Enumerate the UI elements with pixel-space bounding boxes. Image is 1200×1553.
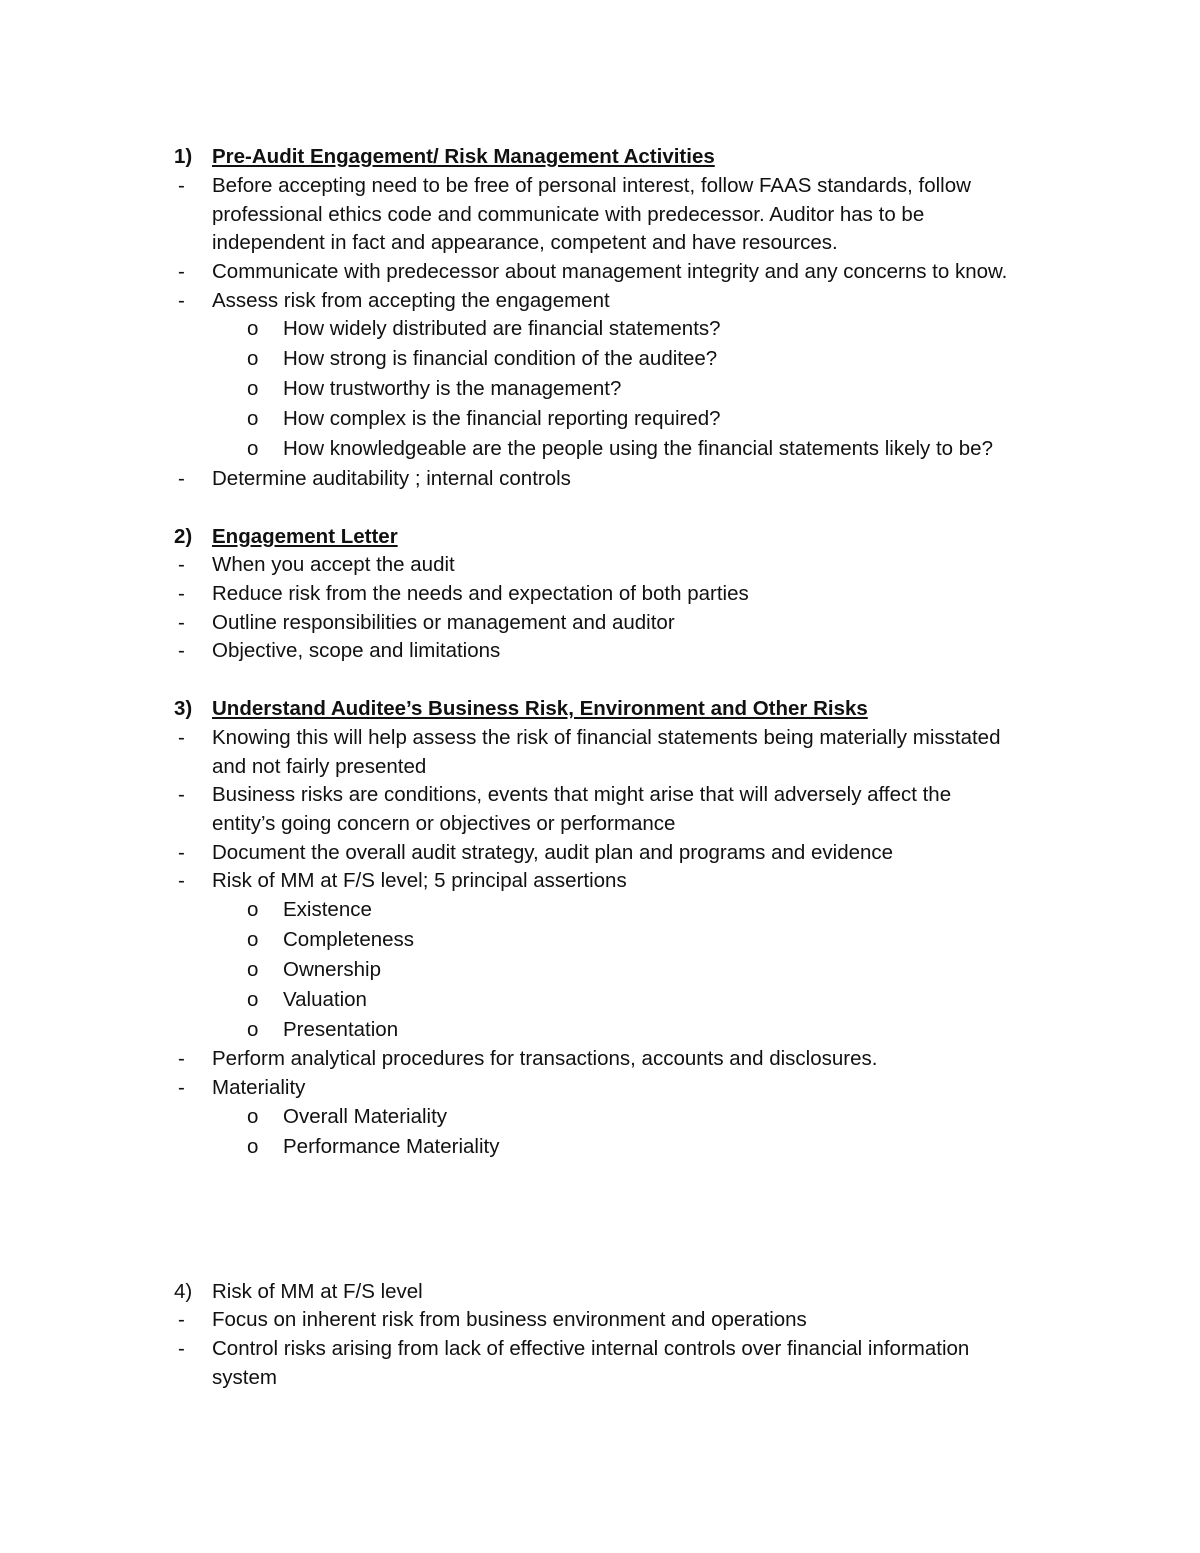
sub-item-text: How knowledgeable are the people using the financial statements likely to be?: [283, 437, 993, 460]
list-item-text: Assess risk from accepting the engagement: [212, 289, 610, 312]
dash-marker: -: [178, 553, 185, 576]
sub-item-text: How strong is financial condition of the auditee?: [283, 347, 718, 370]
sub-item-text: Overall Materiality: [283, 1105, 448, 1128]
list-item-text: Materiality: [212, 1076, 306, 1099]
dash-marker: -: [178, 841, 185, 864]
sub-item-text: Completeness: [283, 928, 415, 951]
dash-marker: -: [178, 467, 185, 490]
dash-marker: -: [178, 783, 185, 806]
list-item-text: entity’s going concern or objectives or performance: [212, 812, 676, 835]
sub-item-text: Presentation: [283, 1018, 399, 1041]
section-title: Understand Auditee’s Business Risk, Environment and Other Risks: [212, 697, 868, 720]
list-item-text: independent in fact and appearance, competent and have resources.: [212, 231, 838, 254]
section-number: 1): [174, 145, 193, 168]
list-item-text: Risk of MM at F/S level; 5 principal assertions: [212, 869, 627, 892]
circle-bullet-icon: o: [247, 317, 259, 340]
list-item-text: Document the overall audit strategy, audit plan and programs and evidence: [212, 841, 894, 864]
dash-marker: -: [178, 289, 185, 312]
list-item-text: system: [212, 1366, 277, 1389]
section-number: 3): [174, 697, 193, 720]
list-item-text: Objective, scope and limitations: [212, 639, 501, 662]
section-title: Engagement Letter: [212, 525, 398, 548]
circle-bullet-icon: o: [247, 1135, 259, 1158]
circle-bullet-icon: o: [247, 347, 259, 370]
section-number: 4): [174, 1280, 193, 1303]
circle-bullet-icon: o: [247, 1105, 259, 1128]
list-item-text: Communicate with predecessor about management integrity and any concerns to know.: [212, 260, 1008, 283]
list-item-text: Perform analytical procedures for transactions, accounts and disclosures.: [212, 1047, 878, 1070]
dash-marker: -: [178, 260, 185, 283]
section-title: Risk of MM at F/S level: [212, 1280, 423, 1303]
circle-bullet-icon: o: [247, 437, 259, 460]
list-item-text: Control risks arising from lack of effective internal controls over financial information: [212, 1337, 970, 1360]
list-item-text: Outline responsibilities or management and auditor: [212, 611, 675, 634]
sub-item-text: Ownership: [283, 958, 381, 981]
dash-marker: -: [178, 1308, 185, 1331]
list-item-text: professional ethics code and communicate with predecessor. Auditor has to be: [212, 203, 925, 226]
dash-marker: -: [178, 582, 185, 605]
dash-marker: -: [178, 726, 185, 749]
sub-item-text: Existence: [283, 898, 372, 921]
section-title: Pre-Audit Engagement/ Risk Management Activities: [212, 145, 715, 168]
section-number: 2): [174, 525, 193, 548]
dash-marker: -: [178, 1337, 185, 1360]
circle-bullet-icon: o: [247, 898, 259, 921]
sub-item-text: How complex is the financial reporting required?: [283, 407, 721, 430]
dash-marker: -: [178, 174, 185, 197]
dash-marker: -: [178, 1047, 185, 1070]
circle-bullet-icon: o: [247, 988, 259, 1011]
sub-item-text: Valuation: [283, 988, 367, 1011]
circle-bullet-icon: o: [247, 377, 259, 400]
list-item-text: Focus on inherent risk from business environment and operations: [212, 1308, 807, 1331]
sub-item-text: How trustworthy is the management?: [283, 377, 622, 400]
sub-item-text: How widely distributed are financial statements?: [283, 317, 721, 340]
list-item-text: Knowing this will help assess the risk of financial statements being materially misstated: [212, 726, 1001, 749]
circle-bullet-icon: o: [247, 928, 259, 951]
list-item-text: Determine auditability ; internal controls: [212, 467, 571, 490]
circle-bullet-icon: o: [247, 407, 259, 430]
list-item-text: When you accept the audit: [212, 553, 455, 576]
dash-marker: -: [178, 611, 185, 634]
circle-bullet-icon: o: [247, 958, 259, 981]
list-item-text: Reduce risk from the needs and expectation of both parties: [212, 582, 749, 605]
list-item-text: Before accepting need to be free of personal interest, follow FAAS standards, follow: [212, 174, 971, 197]
dash-marker: -: [178, 1076, 185, 1099]
list-item-text: and not fairly presented: [212, 755, 427, 778]
list-item-text: Business risks are conditions, events that might arise that will adversely affect the: [212, 783, 952, 806]
dash-marker: -: [178, 639, 185, 662]
circle-bullet-icon: o: [247, 1018, 259, 1041]
dash-marker: -: [178, 869, 185, 892]
sub-item-text: Performance Materiality: [283, 1135, 500, 1158]
